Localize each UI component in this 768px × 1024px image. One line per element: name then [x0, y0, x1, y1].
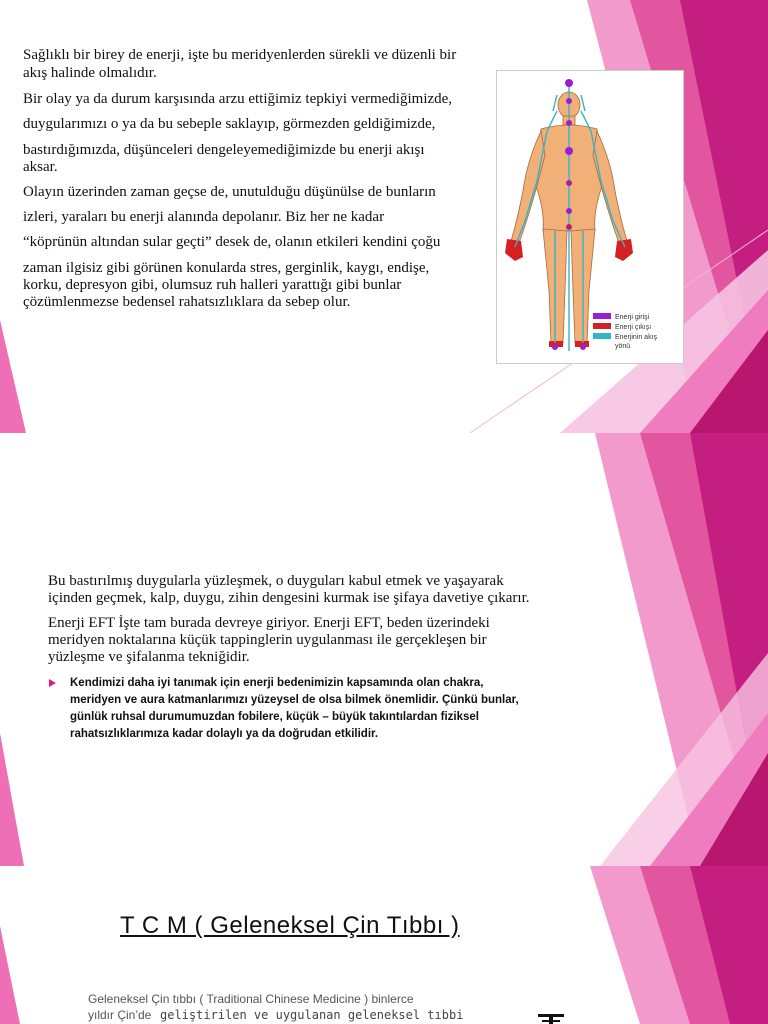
paragraph-line: Olayın üzerinden zaman geçse de, unutulduğu düşünülse de bunların — [23, 184, 436, 200]
paragraph-line: bastırdığımızda, düşünceleri dengeleyemediğimizde bu enerji akışı — [23, 142, 425, 158]
slide-1 — [0, 0, 768, 433]
bullet-line: günlük ruhsal durumumuzdan fobilere, küçük – büyük takıntılardan fiziksel — [70, 711, 479, 723]
paragraph-line: zaman ilgisiz gibi görünen konularda stres, gerginlik, kaygı, endişe, — [23, 260, 430, 276]
paragraph-line: geliştirilen ve uygulanan geleneksel tıbbi — [160, 1008, 464, 1022]
paragraph-line: yüzleşme ve şifalanma tekniğidir. — [48, 649, 250, 665]
bullet-line: meridyen ve aura katmanlarımızı yüzeysel de olsa bilmek önemlidir. Çünkü bunlar, — [70, 694, 519, 706]
legend-exit: Enerji çıkışı — [615, 324, 652, 331]
paragraph-line: içinden geçmek, kalp, duygu, zihin dengesini kurmak ise şifaya davetiye çıkarır. — [48, 590, 530, 606]
paragraph-line: Geleneksel Çin tıbbı ( Traditional Chinese Medicine ) binlerce — [88, 992, 414, 1006]
paragraph-line: Sağlıklı bir birey de enerji, işte bu meridyenlerden sürekli ve düzenli bir — [23, 47, 457, 63]
paragraph-line: yıldır Çin’de — [88, 1008, 152, 1022]
paragraph-line: akış halinde olmalıdır. — [23, 65, 157, 81]
legend-swatch-exit — [593, 323, 611, 329]
legend-flow-2: yönü — [615, 343, 631, 350]
bullet-arrow-icon — [49, 679, 56, 687]
paragraph-line: duygularımızı o ya da bu sebeple saklayıp, görmezden geldiğimizde, — [23, 116, 436, 132]
legend-entry: Enerji girişi — [615, 314, 650, 321]
paragraph-line: “köprünün altından sular geçti” desek de, olanın etkileri kendini çoğu — [23, 234, 441, 250]
legend-swatch-flow — [593, 333, 611, 339]
meridian-body-figure — [496, 70, 684, 364]
paragraph-line: Bu bastırılmış duygularla yüzleşmek, o duyguları kabul etmek ve yaşayarak — [48, 573, 504, 589]
slide-title: T C M ( Geleneksel Çin Tıbbı ) — [120, 912, 460, 939]
bullet-line: rahatsızlıklarımıza kadar dolaylı ya da doğrudan etkilidir. — [70, 728, 379, 740]
paragraph-line: Bir olay ya da durum karşısında arzu ettiğimiz tepkiyi vermediğimizde, — [23, 91, 453, 107]
legend-flow: Enerjinin akış — [615, 334, 658, 341]
legend-swatch-entry — [593, 313, 611, 319]
bullet-line: Kendimizi daha iyi tanımak için enerji bedenimizin kapsamında olan chakra, — [70, 677, 484, 689]
slide-2 — [0, 433, 768, 866]
paragraph-line: Enerji EFT İşte tam burada devreye giriyor. Enerji EFT, beden üzerindeki — [48, 615, 490, 631]
paragraph-line: izleri, yaraları bu enerji alanında depolanır. Biz her ne kadar — [23, 209, 385, 225]
paragraph-line: çözümlenmezse bedensel rahatsızlıklara da sebep olur. — [23, 294, 351, 310]
paragraph-line: korku, depresyon gibi, olumsuz ruh halleri yarattığı gibi bunlar — [23, 277, 402, 293]
paragraph-line: aksar. — [23, 159, 58, 175]
chinese-character-icon — [536, 1012, 566, 1024]
meridian-body-illustration — [497, 71, 683, 363]
paragraph-line: meridyen noktalarına küçük tappinglerin uygulanması ile gerçekleşen bir — [48, 632, 487, 648]
